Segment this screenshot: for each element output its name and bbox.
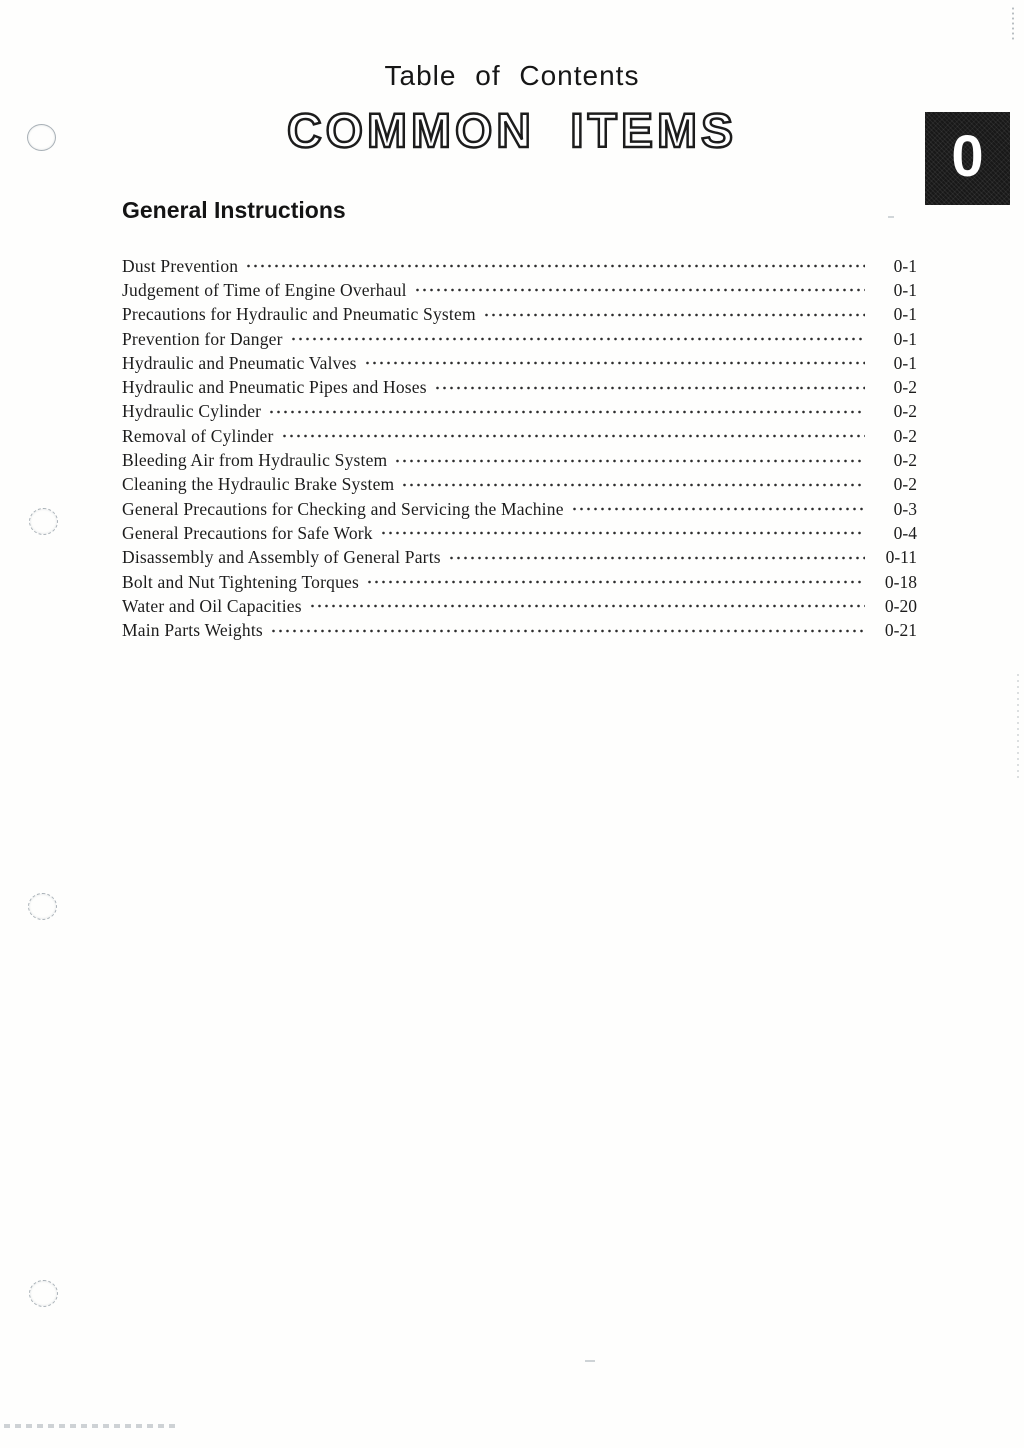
scan-artifact (1012, 6, 1014, 40)
toc-entry (122, 546, 917, 570)
section-title: COMMON ITEMS (287, 105, 737, 158)
toc-entry (122, 327, 917, 351)
punch-hole (29, 508, 58, 535)
dotted-leader (571, 501, 865, 517)
punch-hole (27, 124, 56, 151)
toc-entry-page: 0-20 (884, 595, 917, 616)
scan-artifact (1017, 672, 1019, 782)
toc-entry (122, 351, 917, 375)
toc-entry-page: 0-1 (893, 279, 917, 300)
dotted-leader (268, 404, 865, 420)
punch-hole (28, 893, 57, 920)
toc-entry-page: 0-1 (893, 255, 917, 276)
toc-entry (122, 424, 917, 448)
toc-entry-page: 0-18 (884, 571, 917, 592)
toc-entry-page: 0-2 (893, 425, 917, 446)
chapter-number-box (925, 112, 1010, 205)
toc-entry-title: Hydraulic and Pneumatic Valves (122, 352, 357, 373)
toc-entry (122, 473, 917, 497)
toc-entry-title: Hydraulic Cylinder (122, 401, 262, 422)
toc-entry (122, 375, 917, 399)
scan-artifact (585, 1360, 595, 1362)
toc-entry (122, 594, 917, 618)
toc-entry-page: 0-2 (893, 401, 917, 422)
toc-entry-title: Precautions for Hydraulic and Pneumatic System (122, 304, 476, 325)
toc-entry (122, 278, 917, 302)
toc-entry (122, 303, 917, 327)
toc-entry-page: 0-11 (885, 547, 917, 568)
toc-entry-title: Removal of Cylinder (122, 425, 274, 446)
toc-entry-page: 0-2 (893, 377, 917, 398)
dotted-leader (281, 428, 865, 444)
dotted-leader (434, 380, 865, 396)
toc-entry-title: Cleaning the Hydraulic Brake System (122, 474, 395, 495)
dotted-leader (364, 355, 865, 371)
toc-entry-title: Hydraulic and Pneumatic Pipes and Hoses (122, 377, 427, 398)
toc-entry (122, 448, 917, 472)
toc-entry-page: 0-1 (893, 304, 917, 325)
toc-entry-page: 0-1 (893, 328, 917, 349)
toc-entry-title: General Precautions for Safe Work (122, 522, 373, 543)
dotted-leader (380, 525, 865, 541)
toc-entry (122, 521, 917, 545)
toc-entry (122, 497, 917, 521)
toc-entry (122, 618, 917, 642)
dotted-leader (245, 258, 865, 274)
dotted-leader (448, 550, 865, 566)
toc-entry-title: Bleeding Air from Hydraulic System (122, 450, 388, 471)
toc-entry-title: Judgement of Time of Engine Overhaul (122, 279, 407, 300)
toc-entry-title: General Precautions for Checking and Servicing the Machine (122, 498, 564, 519)
dotted-leader (366, 574, 865, 590)
dotted-leader (309, 598, 865, 614)
chapter-number: 0 (951, 123, 984, 189)
dotted-leader (401, 477, 865, 493)
toc-entry-page: 0-1 (893, 352, 917, 373)
toc-entry (122, 254, 917, 278)
toc-entry-page: 0-2 (893, 450, 917, 471)
dotted-leader (290, 331, 865, 347)
toc-entry-title: Main Parts Weights (122, 620, 263, 641)
toc-entry-title: Disassembly and Assembly of General Parts (122, 547, 441, 568)
toc-entry (122, 400, 917, 424)
dotted-leader (270, 623, 865, 639)
toc-entry-page: 0-3 (893, 498, 917, 519)
punch-hole (29, 1280, 58, 1307)
toc-entry-page: 0-2 (893, 474, 917, 495)
scan-artifact (4, 1424, 179, 1428)
toc-list (122, 254, 917, 643)
section-heading: General Instructions (122, 197, 346, 223)
dotted-leader (414, 282, 865, 298)
toc-entry-title: Dust Prevention (122, 255, 239, 276)
toc-entry (122, 570, 917, 594)
toc-entry-page: 0-4 (893, 522, 917, 543)
toc-entry-title: Bolt and Nut Tightening Torques (122, 571, 360, 592)
toc-entry-page: 0-21 (884, 620, 917, 641)
page-title: Table of Contents (384, 60, 640, 91)
dotted-leader (394, 453, 865, 469)
toc-entry-title: Water and Oil Capacities (122, 595, 302, 616)
toc-entry-title: Prevention for Danger (122, 328, 283, 349)
dotted-leader (483, 307, 865, 323)
